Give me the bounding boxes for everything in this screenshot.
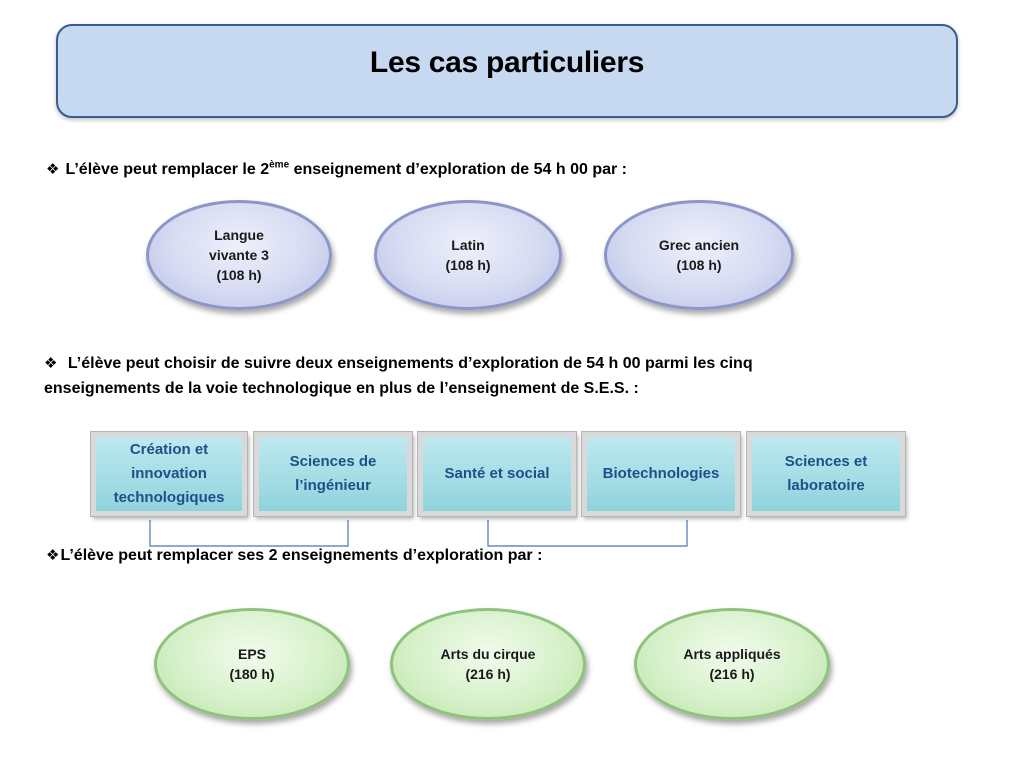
oval-label: Arts appliqués (216 h) <box>683 646 781 682</box>
bullet2-line2: enseignements de la voie technologique en plus de l’enseignement de S.E.S. : <box>44 380 639 397</box>
box-label: Santé et social <box>444 465 550 482</box>
bullet1-text-before: L’élève peut remplacer le 2 <box>65 161 270 178</box>
bullet1-text-after: enseignement d’exploration de 54 h 00 par : <box>289 161 628 178</box>
oval-label: Arts du cirque (216 h) <box>440 646 536 682</box>
oval-label: EPS (180 h) <box>229 646 275 682</box>
bullet3-text: L’élève peut remplacer ses 2 enseignements d’exploration par : <box>60 547 543 564</box>
diamond-bullet-icon: ❖ <box>46 161 60 178</box>
diamond-bullet-icon: ❖ <box>46 547 60 564</box>
oval-arts-appliques <box>634 608 830 720</box>
oval-eps <box>154 608 350 720</box>
bullet2-line1: L’élève peut choisir de suivre deux enseignements d’exploration de 54 h 00 parmi les cinq <box>67 355 753 372</box>
diamond-bullet-icon: ❖ <box>44 355 58 372</box>
bullet1-superscript: ème <box>269 159 290 171</box>
box-label: Sciences de l’ingénieur <box>289 453 377 494</box>
box-label: Création et innovation technologiques <box>113 441 225 506</box>
bullet-replace-both <box>46 543 542 568</box>
box-label: Sciences et laboratoire <box>784 453 868 494</box>
box-label: Biotechnologies <box>602 465 720 482</box>
page-title: Les cas particuliers <box>369 46 645 79</box>
oval-arts-du-cirque <box>390 608 586 720</box>
oval-label: Latin (108 h) <box>445 237 491 273</box>
oval-label: Langue vivante 3 (108 h) <box>209 227 269 283</box>
oval-label: Grec ancien (108 h) <box>658 237 740 273</box>
